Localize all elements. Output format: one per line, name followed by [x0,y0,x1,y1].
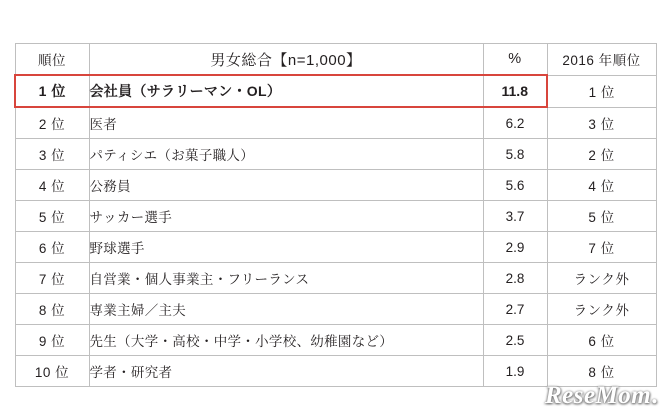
cell-job: サッカー選手 [89,201,483,232]
cell-previous-rank: 7 位 [547,232,656,263]
cell-job: 医者 [89,107,483,139]
cell-previous-rank: 8 位 [547,356,656,387]
cell-rank: 8 位 [15,294,89,325]
cell-previous-rank: ランク外 [547,263,656,294]
cell-previous-rank: 6 位 [547,325,656,356]
table-header-row [15,44,656,76]
cell-previous-rank: 2 位 [547,139,656,170]
cell-percent: 5.6 [483,170,547,201]
watermark-text: ReseMom [544,382,652,409]
table-row [15,107,656,139]
table-row [15,75,656,107]
cell-job: 先生（大学・高校・中学・小学校、幼稚園など） [89,325,483,356]
cell-job: 公務員 [89,170,483,201]
cell-rank: 7 位 [15,263,89,294]
table-row [15,263,656,294]
table-row [15,201,656,232]
table-body [15,75,656,387]
cell-percent: 2.9 [483,232,547,263]
cell-rank: 1 位 [15,75,89,107]
cell-job: 野球選手 [89,232,483,263]
cell-job: 専業主婦／主夫 [89,294,483,325]
cell-job: 学者・研究者 [89,356,483,387]
cell-previous-rank: 4 位 [547,170,656,201]
cell-percent: 6.2 [483,107,547,139]
column-header-percent: % [483,44,547,76]
cell-job: パティシエ（お菓子職人） [89,139,483,170]
cell-percent: 3.7 [483,201,547,232]
table-row [15,325,656,356]
cell-job: 会社員（サラリーマン・OL） [89,75,483,107]
cell-previous-rank: 1 位 [547,75,656,107]
ranking-table [14,43,657,387]
column-header-previous-rank: 2016 年順位 [547,44,656,76]
cell-rank: 2 位 [15,107,89,139]
cell-rank: 10 位 [15,356,89,387]
cell-rank: 6 位 [15,232,89,263]
cell-rank: 4 位 [15,170,89,201]
column-header-rank: 順位 [15,44,89,76]
cell-percent: 2.7 [483,294,547,325]
cell-previous-rank: 5 位 [547,201,656,232]
table-row [15,294,656,325]
cell-percent: 5.8 [483,139,547,170]
cell-job: 自営業・個人事業主・フリーランス [89,263,483,294]
table-row [15,139,656,170]
table-row [15,356,656,387]
cell-rank: 3 位 [15,139,89,170]
cell-percent: 2.5 [483,325,547,356]
cell-previous-rank: 3 位 [547,107,656,139]
cell-percent: 1.9 [483,356,547,387]
watermark-suffix: . [651,382,658,409]
table-header [15,44,656,76]
column-header-job: 男女総合【n=1,000】 [89,44,483,76]
table-row [15,170,656,201]
cell-percent: 2.8 [483,263,547,294]
cell-previous-rank: ランク外 [547,294,656,325]
cell-percent: 11.8 [483,75,547,107]
table-row [15,232,656,263]
cell-rank: 9 位 [15,325,89,356]
cell-rank: 5 位 [15,201,89,232]
